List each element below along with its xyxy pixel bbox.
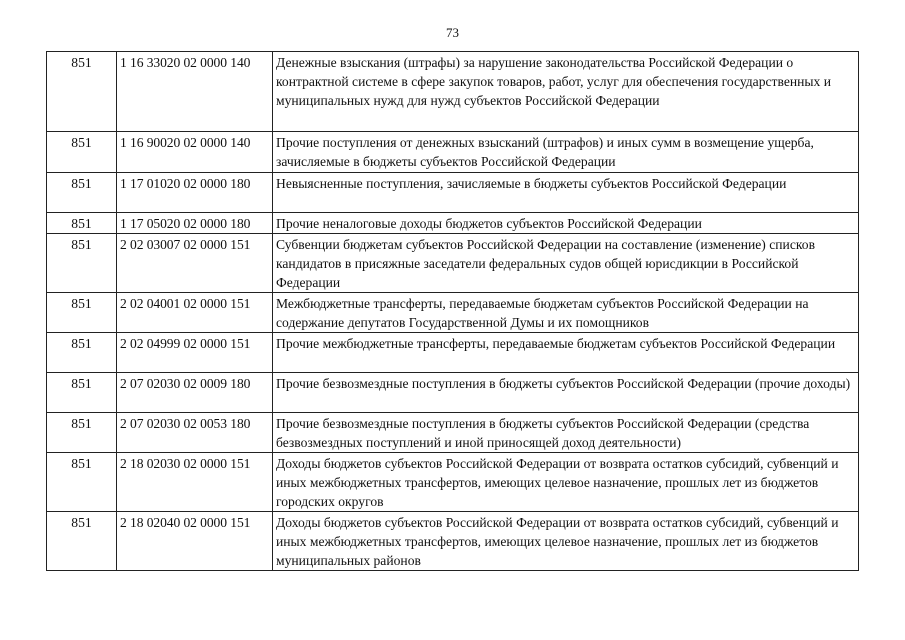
table-row (47, 413, 859, 453)
budget-code-cell: 1 16 90020 02 0000 140 (117, 132, 273, 173)
table-row (47, 132, 859, 173)
budget-code-cell: 2 07 02030 02 0009 180 (117, 373, 273, 413)
admin-code-cell: 851 (47, 333, 117, 373)
budget-code-cell: 2 02 03007 02 0000 151 (117, 234, 273, 293)
budget-code-cell: 1 17 05020 02 0000 180 (117, 213, 273, 234)
admin-code-cell: 851 (47, 132, 117, 173)
revenue-name-cell: Невыясненные поступления, зачисляемые в бюджеты субъектов Российской Федерации (273, 173, 859, 213)
table-row (47, 512, 859, 571)
table-row (47, 213, 859, 234)
table-row (47, 52, 859, 132)
revenue-name-cell: Прочие безвозмездные поступления в бюджеты субъектов Российской Федерации (средства безвозмездных поступлений и иной приносящей доход деятельности) (273, 413, 859, 453)
budget-code-cell: 2 07 02030 02 0053 180 (117, 413, 273, 453)
admin-code-cell: 851 (47, 213, 117, 234)
admin-code-cell: 851 (47, 293, 117, 333)
admin-code-cell: 851 (47, 373, 117, 413)
revenue-name-cell: Прочие безвозмездные поступления в бюджеты субъектов Российской Федерации (прочие доходы) (273, 373, 859, 413)
admin-code-cell: 851 (47, 173, 117, 213)
table-row (47, 293, 859, 333)
page-number: 73 (446, 25, 459, 40)
budget-classification-table (46, 51, 859, 571)
table-row (47, 333, 859, 373)
budget-code-cell: 2 02 04001 02 0000 151 (117, 293, 273, 333)
revenue-name-cell: Прочие поступления от денежных взысканий (штрафов) и иных сумм в возмещение ущерба, зачисляемые в бюджеты субъектов Российской Федерации (273, 132, 859, 173)
revenue-name-cell: Прочие межбюджетные трансферты, передаваемые бюджетам субъектов Российской Федерации (273, 333, 859, 373)
admin-code-cell: 851 (47, 512, 117, 571)
revenue-name-cell: Денежные взыскания (штрафы) за нарушение законодательства Российской Федерации о контрактной системе в сфере закупок товаров, работ, услуг для обеспечения государственных и муниципальных нужд для нужд субъектов Российской Федерации (273, 52, 859, 132)
table-row (47, 453, 859, 512)
admin-code-cell: 851 (47, 453, 117, 512)
table-row (47, 373, 859, 413)
revenue-name-cell: Доходы бюджетов субъектов Российской Федерации от возврата остатков субсидий, субвенций и иных межбюджетных трансфертов, имеющих целевое назначение, прошлых лет из бюджетов муниципальных районов (273, 512, 859, 571)
revenue-name-cell: Субвенции бюджетам субъектов Российской Федерации на составление (изменение) списков кандидатов в присяжные заседатели федеральных судов общей юрисдикции в Российской Федерации (273, 234, 859, 293)
budget-code-cell: 1 17 01020 02 0000 180 (117, 173, 273, 213)
budget-code-cell: 1 16 33020 02 0000 140 (117, 52, 273, 132)
revenue-name-cell: Доходы бюджетов субъектов Российской Федерации от возврата остатков субсидий, субвенций и иных межбюджетных трансфертов, имеющих целевое назначение, прошлых лет из бюджетов городских округов (273, 453, 859, 512)
budget-code-cell: 2 18 02040 02 0000 151 (117, 512, 273, 571)
admin-code-cell: 851 (47, 413, 117, 453)
table-row (47, 173, 859, 213)
table-row (47, 234, 859, 293)
admin-code-cell: 851 (47, 234, 117, 293)
revenue-name-cell: Межбюджетные трансферты, передаваемые бюджетам субъектов Российской Федерации на содержание депутатов Государственной Думы и их помощников (273, 293, 859, 333)
budget-code-cell: 2 02 04999 02 0000 151 (117, 333, 273, 373)
budget-code-cell: 2 18 02030 02 0000 151 (117, 453, 273, 512)
admin-code-cell: 851 (47, 52, 117, 132)
revenue-name-cell: Прочие неналоговые доходы бюджетов субъектов Российской Федерации (273, 213, 859, 234)
